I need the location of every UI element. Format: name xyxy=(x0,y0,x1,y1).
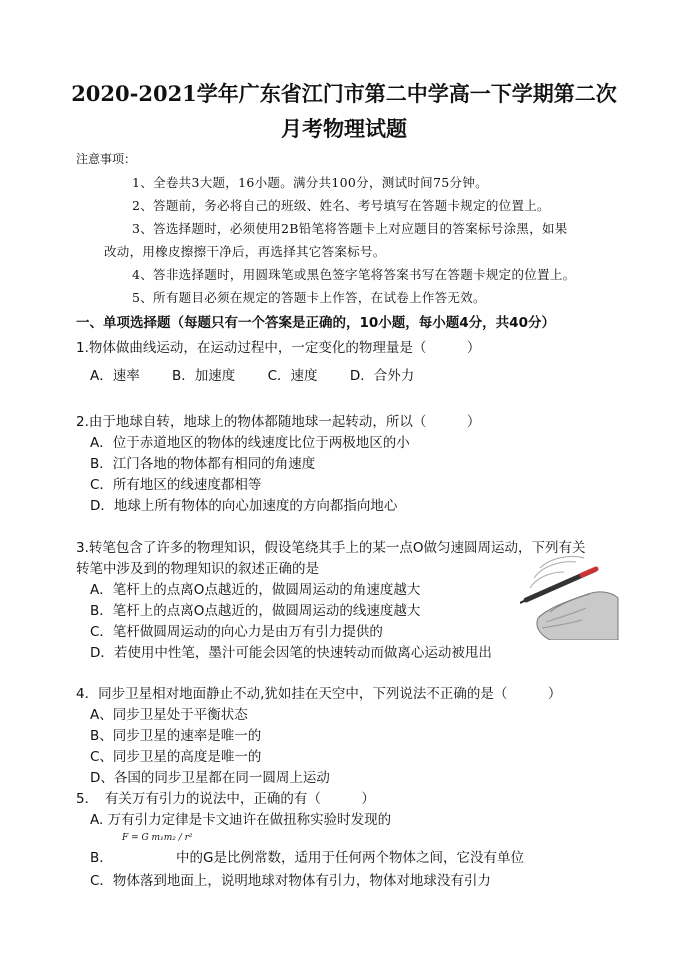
q4-option-a: A、同步卫星处于平衡状态 xyxy=(90,707,248,723)
hand-illustration xyxy=(537,592,618,640)
q4-option-d: D、各国的同步卫星都在同一圆周上运动 xyxy=(90,770,330,786)
q1-option-d: D．合外力 xyxy=(349,368,415,384)
question-3-stem-line1: 3.转笔包含了许多的物理知识，假设笔绕其手上的某一点O做匀速圆周运动，下列有关 xyxy=(76,540,586,556)
page-title-line1: 2020-2021学年广东省江门市第二中学高一下学期第二次 xyxy=(71,81,617,106)
notice-item-2: 2、答题前，务必将自己的班级、姓名、考号填写在答题卡规定的位置上。 xyxy=(132,198,550,213)
notice-item-3: 3、答选择题时，必须使用2B铅笔将答题卡上对应题目的答案标号涂黑，如果 xyxy=(132,221,568,236)
q3-option-b: B．笔杆上的点离O点越近的，做圆周运动的线速度越大 xyxy=(90,603,421,619)
q3-option-d: D．若使用中性笔，墨汁可能会因笔的快速转动而做离心运动被甩出 xyxy=(90,645,492,661)
q2-option-a: A．位于赤道地区的物体的线速度比位于两极地区的小 xyxy=(90,435,410,451)
q5-option-a: A. 万有引力定律是卡文迪许在做扭称实验时发现的 xyxy=(90,812,392,828)
question-3-stem-line2: 转笔中涉及到的物理知识的叙述正确的是 xyxy=(76,561,319,577)
notice-item-5: 5、所有题目必须在规定的答题卡上作答，在试卷上作答无效。 xyxy=(132,290,486,305)
notice-item-1: 1、全卷共3大题，16小题。满分共100分，测试时间75分钟。 xyxy=(132,175,488,190)
section-heading: 一、单项选择题（每题只有一个答案是正确的，10小题，每小题4分，共40分） xyxy=(76,315,555,331)
question-1-stem: 1.物体做曲线运动，在运动过程中，一定变化的物理量是（ ） xyxy=(76,340,481,356)
q3-option-a: A．笔杆上的点离O点越近的，做圆周运动的角速度越大 xyxy=(90,582,421,598)
q5-option-b-formula: F = G m₁m₂ / r² xyxy=(122,833,193,843)
q5-option-b-label: B． xyxy=(90,850,113,866)
q1-option-b: B．加速度 xyxy=(172,368,236,384)
q5-option-c: C．物体落到地面上，说明地球对物体有引力，物体对地球没有引力 xyxy=(90,873,491,889)
notice-item-4: 4、答非选择题时，用圆珠笔或黑色签字笔将答案书写在答题卡规定的位置上。 xyxy=(132,267,576,282)
question-1-options xyxy=(90,364,442,384)
q4-option-c: C、同步卫星的高度是唯一的 xyxy=(90,749,262,765)
motion-lines xyxy=(530,556,584,588)
q2-option-d: D．地球上所有物体的向心加速度的方向都指向地心 xyxy=(90,498,398,514)
notice-item-3-cont: 改动，用橡皮擦擦干净后，再选择其它答案标号。 xyxy=(104,244,386,259)
question-5-stem: 5． 有关万有引力的说法中，正确的有（ ） xyxy=(76,791,375,807)
page-title-line2: 月考物理试题 xyxy=(281,116,407,141)
notice-heading: 注意事项： xyxy=(76,152,137,166)
question-4-stem: 4．同步卫星相对地面静止不动,犹如挂在天空中，下列说法不正确的是（ ） xyxy=(76,686,562,702)
q2-option-c: C．所有地区的线速度都相等 xyxy=(90,477,262,493)
q1-option-c: C．速度 xyxy=(267,368,318,384)
q5-option-b-text: 中的G是比例常数，适用于任何两个物体之间，它没有单位 xyxy=(176,850,524,866)
question-2-stem: 2.由于地球自转，地球上的物体都随地球一起转动，所以（ ） xyxy=(76,414,481,430)
q3-option-c: C．笔杆做圆周运动的向心力是由万有引力提供的 xyxy=(90,624,383,640)
pen-spinning-hand-image xyxy=(520,548,620,640)
q2-option-b: B．江门各地的物体都有相同的角速度 xyxy=(90,456,316,472)
q1-option-a: A．速率 xyxy=(90,368,140,384)
q4-option-b: B、同步卫星的速率是唯一的 xyxy=(90,728,262,744)
